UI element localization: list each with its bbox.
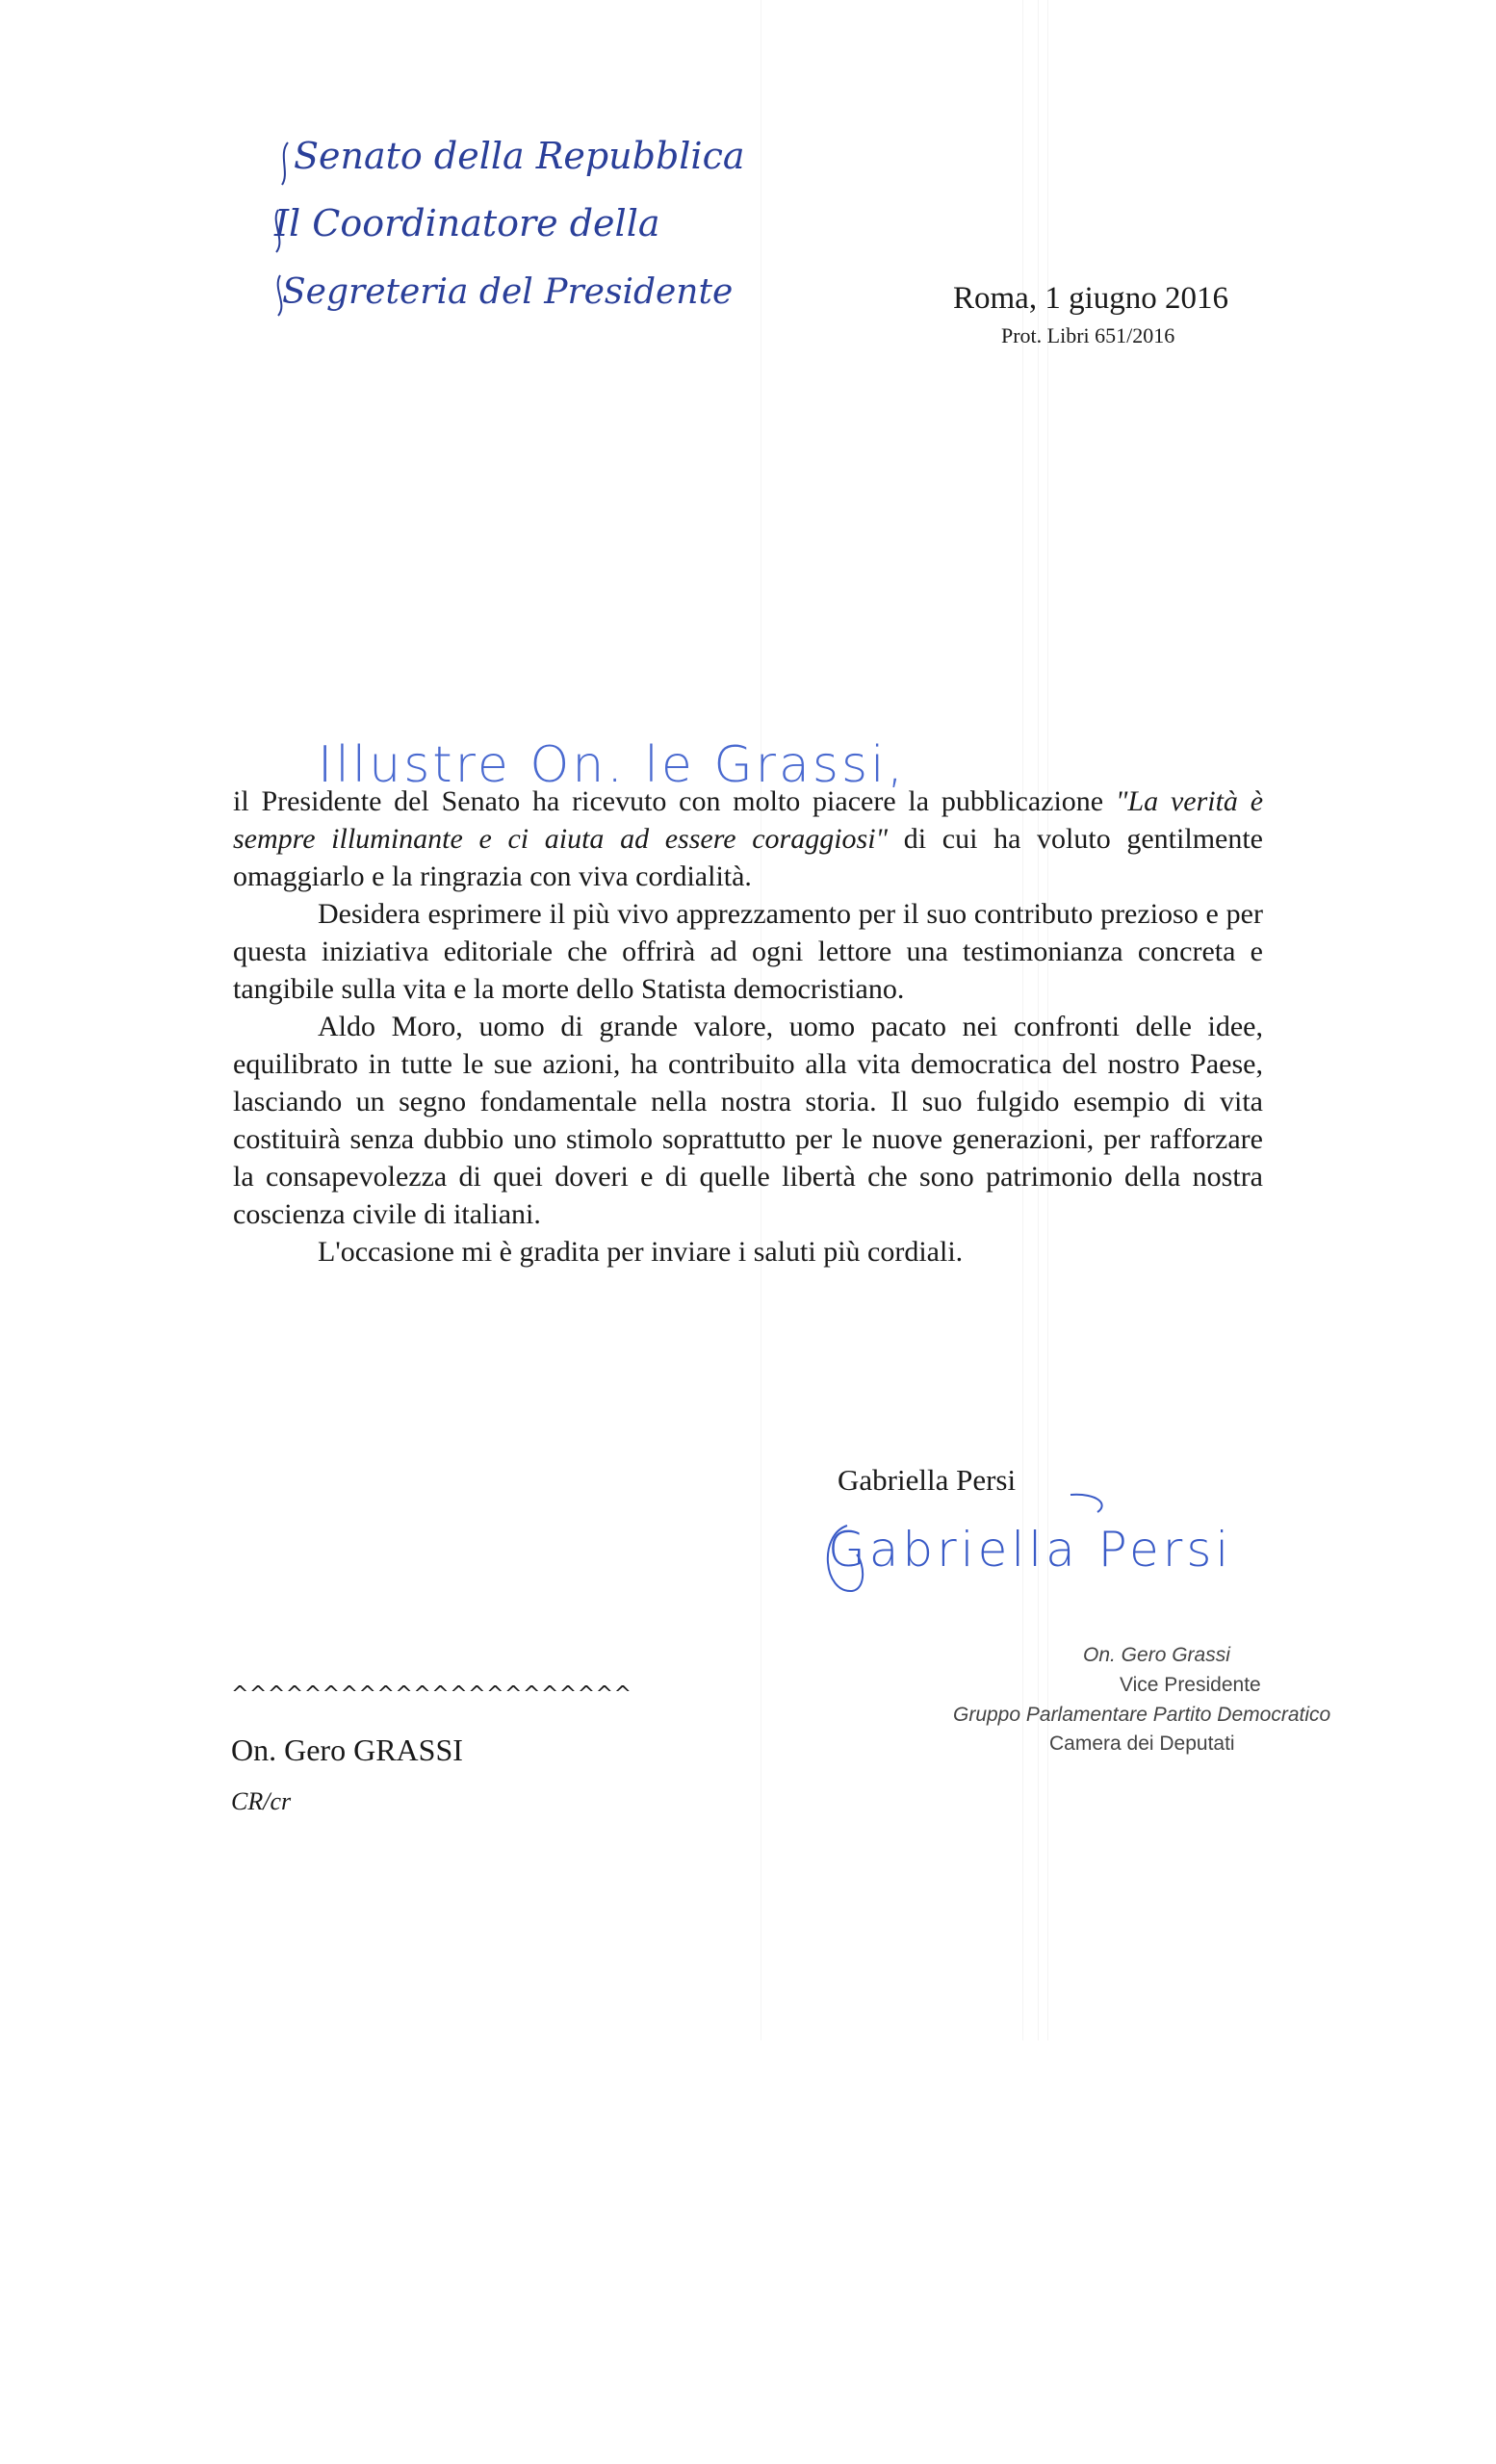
stamp-title: Vice Presidente: [1120, 1674, 1261, 1696]
stamp-group: Gruppo Parlamentare Partito Democratico: [953, 1704, 1331, 1726]
flourish-stroke: [282, 142, 288, 185]
recipient-name: On. Gero GRASSI: [231, 1732, 463, 1767]
reference-initials: CR/cr: [231, 1787, 292, 1815]
stamp-chamber: Camera dei Deputati: [1049, 1732, 1235, 1755]
protocol-number: Prot. Libri 651/2016: [1001, 323, 1175, 347]
book-title: "La verità è sempre illuminante e ci aiuta ad essere coraggiosi": [233, 785, 1264, 855]
letter-body: [233, 783, 1263, 1270]
signature-text: Gabriella Persi: [828, 1522, 1233, 1578]
signature-drawing: [809, 1487, 1232, 1612]
flourish-stroke: [278, 275, 282, 316]
paragraph-1-tail: di cui ha voluto gentilmente omaggiarlo e la ringrazia con viva cordialità.: [233, 823, 1263, 892]
paragraph-4: L'occasione mi è gradita per inviare i saluti più cordiali.: [318, 1236, 964, 1268]
signer-name: Gabriella Persi: [838, 1463, 1017, 1497]
handwritten-signature: [809, 1487, 1232, 1612]
place-date: Roma, 1 giugno 2016: [953, 281, 1228, 316]
paragraph-1-lead: il Presidente del Senato ha ricevuto con molto piacere la pubblicazione: [233, 785, 1104, 817]
separator-carets: ^^^^^^^^^^^^^^^^^^^^^^: [231, 1682, 632, 1707]
paragraph-3: Aldo Moro, uomo di grande valore, uomo pacato nei confronti delle idee, equilibrato in tutte le sue azioni, ha contribuito alla vita democratica del nostro Paese, lasciando un segno fondamentale nella nostra storia. Il suo fulgido esempio di vita costituirà senza dubbio uno stimolo soprattutto per le nuove generazioni, per rafforzare la consapevolezza di quei doveri e di quelle libertà che sono patrimonio della nostra coscienza civile di italiani.: [233, 1011, 1263, 1230]
salutation-text: Illustre On. le Grassi,: [318, 736, 907, 794]
letterhead-line-1: Senato della Repubblica: [294, 135, 745, 177]
letterhead-line-3: Segreteria del Presidente: [282, 272, 734, 312]
letterhead: [274, 125, 745, 318]
letterhead-script: [274, 125, 745, 318]
letterhead-line-2: Il Coordinatore della: [274, 202, 660, 244]
signature-flourish: [1070, 1495, 1102, 1512]
paragraph-2: Desidera esprimere il più vivo apprezzamento per il suo contributo prezioso e per questa iniziativa editoriale che offrirà ad ogni lettore una testimonianza concreta e tangibile sulla vita e la morte dello Statista democristiano.: [233, 898, 1263, 1005]
stamp-name: On. Gero Grassi: [1083, 1644, 1230, 1666]
paragraph-1: [233, 783, 1263, 895]
